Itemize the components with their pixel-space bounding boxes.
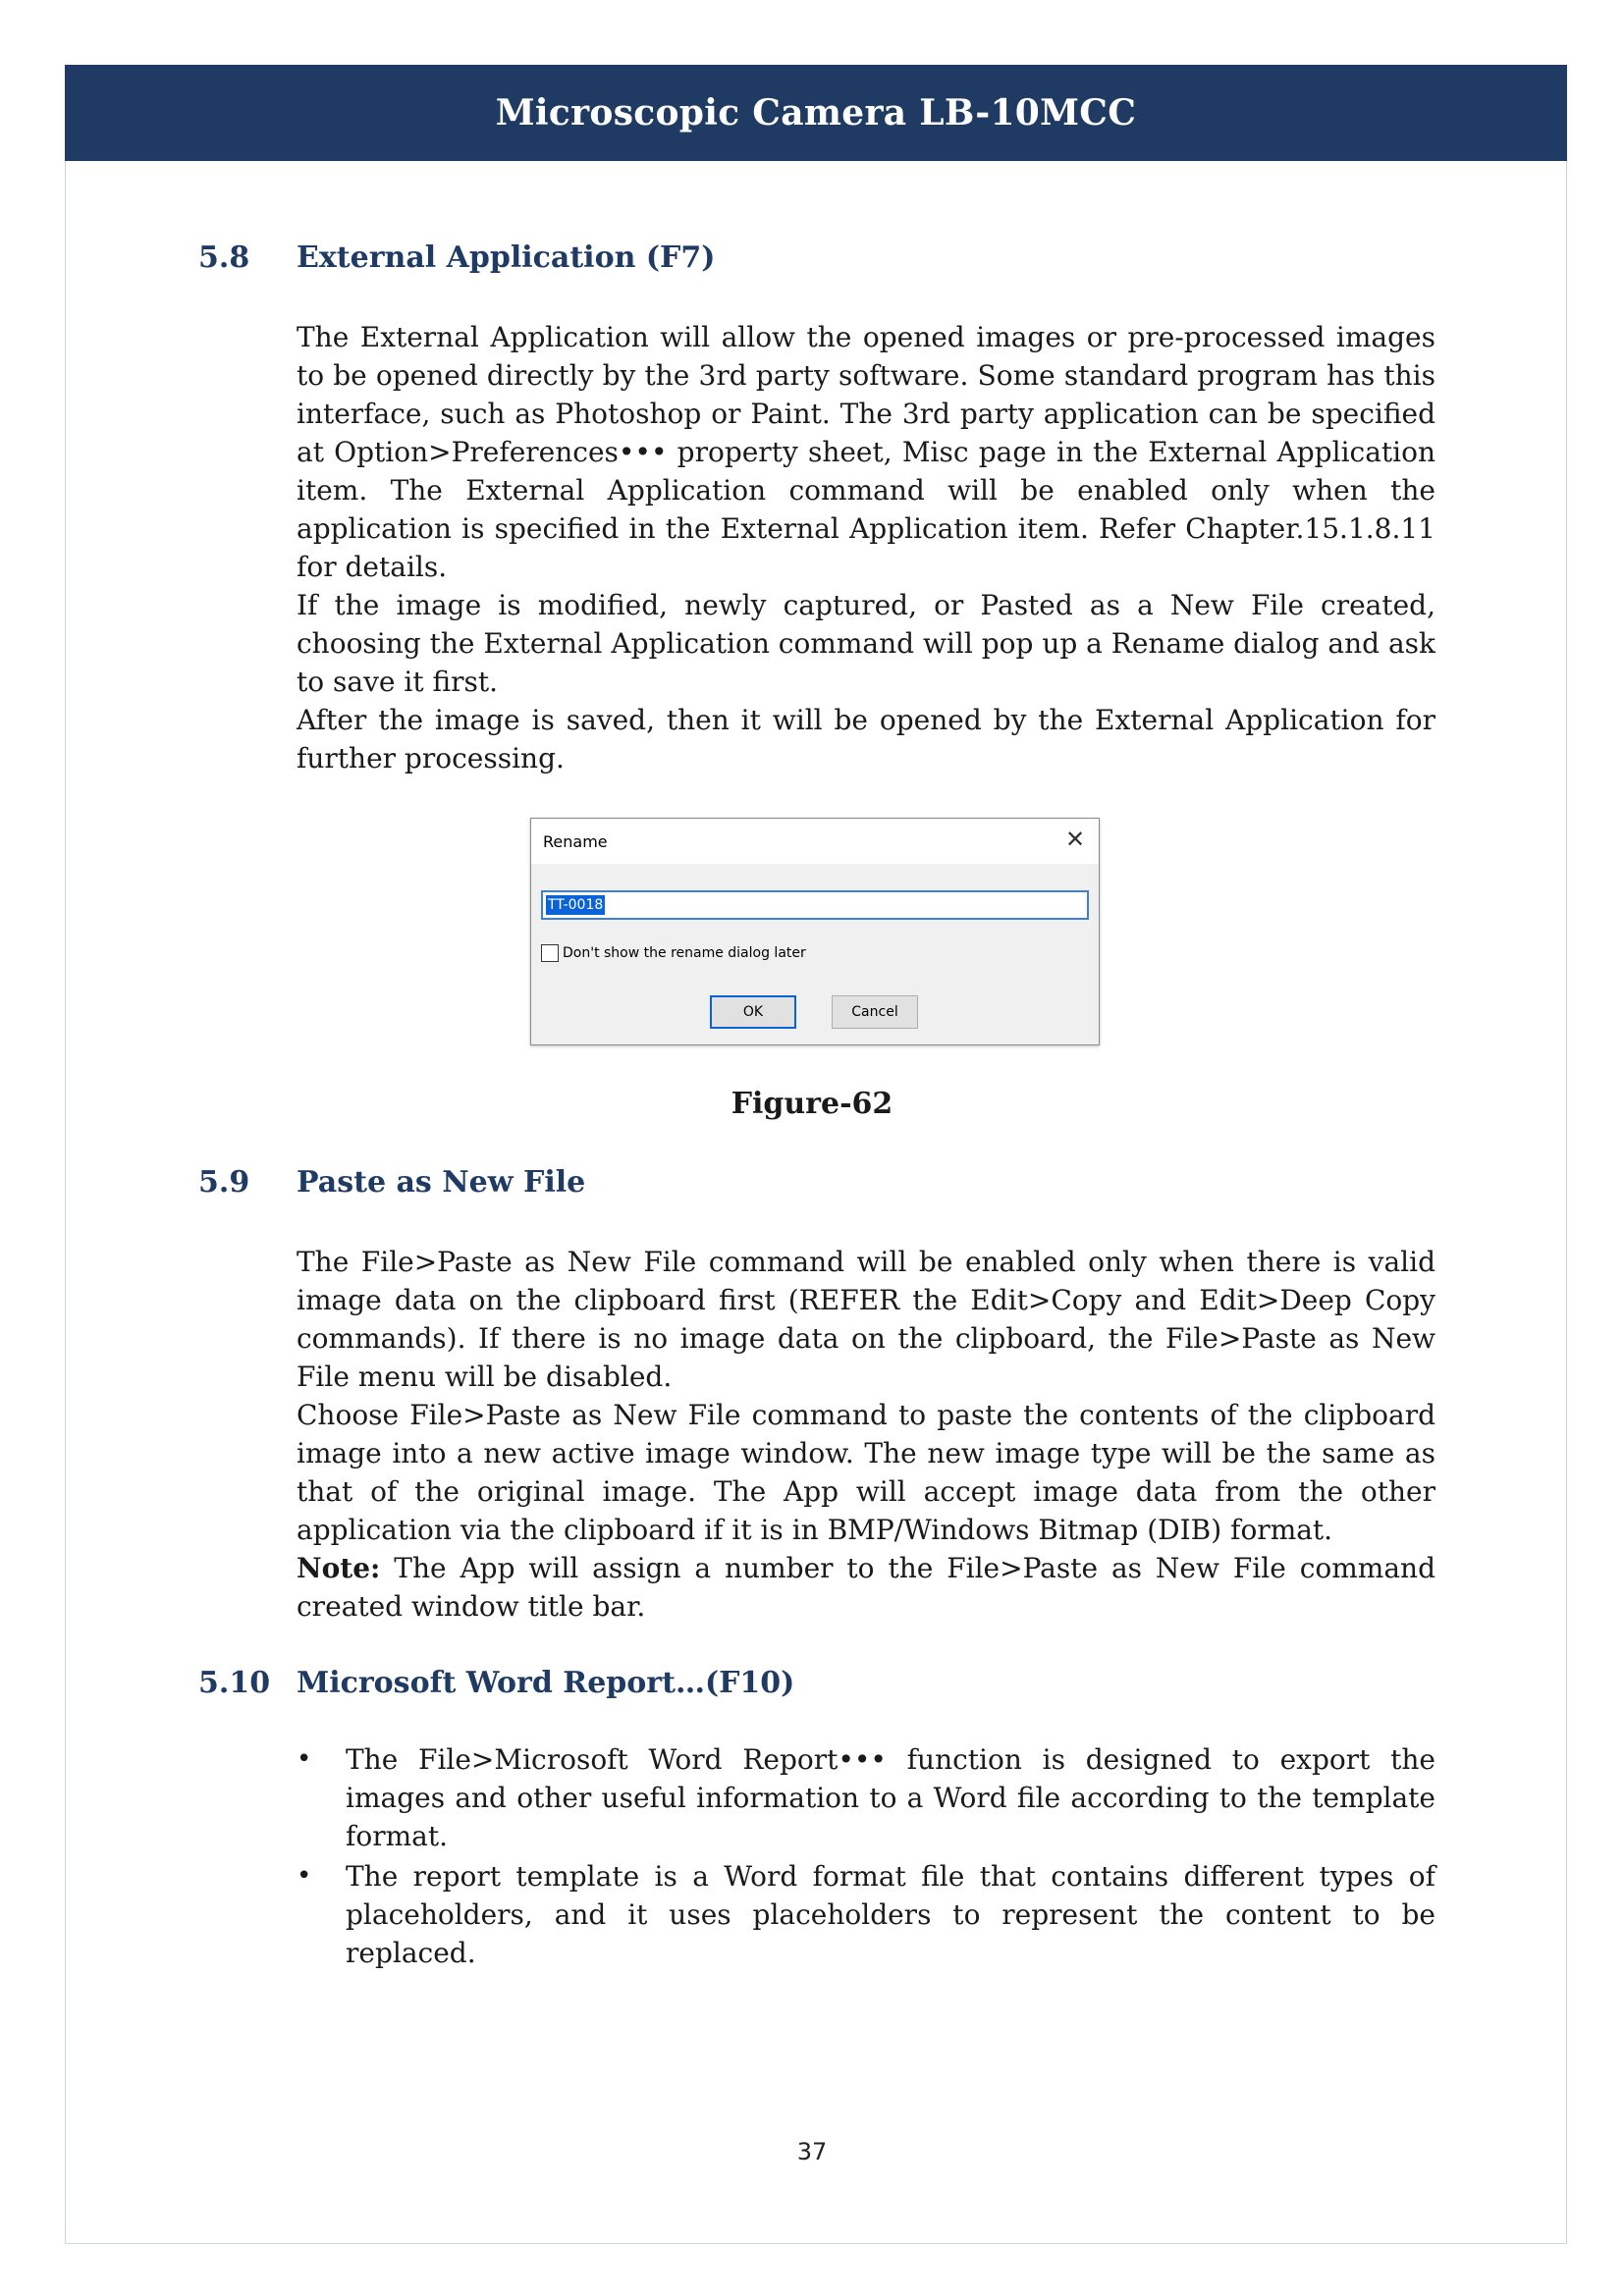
section-number: 5.10	[198, 1666, 271, 1700]
figure-caption: Figure-62	[731, 1087, 893, 1121]
note-text: The App will assign a number to the File>Paste as New File command created window title bar.	[297, 1552, 1435, 1623]
ok-button[interactable]: OK	[710, 995, 796, 1029]
page-number: 37	[796, 2138, 828, 2165]
section-heading-5-8	[198, 240, 715, 275]
close-icon[interactable]: ✕	[1064, 826, 1086, 853]
list-item: • The File>Microsoft Word Report••• function is designed to export the images and other useful information to a Word file according to the template format.	[297, 1740, 1435, 1855]
list-item: • The report template is a Word format file that contains different types of placeholders, and it uses placeholders to represent the content to be replaced.	[297, 1857, 1435, 1972]
dialog-titlebar	[531, 819, 1099, 864]
header-title: Microscopic Camera LB-10MCC	[495, 92, 1137, 133]
cancel-button[interactable]: Cancel	[832, 995, 918, 1029]
word-report-bullets	[297, 1740, 1435, 1974]
paragraph-external-app-intro: The External Application will allow the opened images or pre-processed images to be opened directly by the 3rd party software. Some standard program has this interface, such as Photoshop or Paint. The 3rd party application can be specified at Option>Preferences••• property sheet, Misc page in the External Application item. The External Application command will be enabled only when the application is specified in the External Application item. Refer Chapter.15.1.8.11 for details.	[297, 321, 1435, 583]
paragraph-paste-choose: Choose File>Paste as New File command to paste the contents of the clipboard image into a new active image window. The new image type will be the same as that of the original image. The App will accept image data from the other application via the clipboard if it is in BMP/Windows Bitmap (DIB) format.	[297, 1399, 1435, 1546]
paragraph-paste-enabled: The File>Paste as New File command will be enabled only when there is valid image data on the clipboard first (REFER the Edit>Copy and Edit>Deep Copy commands). If there is no image data on the clipboard, the File>Paste as New File menu will be disabled.	[297, 1246, 1435, 1393]
note-label: Note:	[297, 1552, 381, 1584]
section-heading-5-10	[198, 1666, 794, 1700]
page-header	[65, 65, 1567, 161]
dialog-title: Rename	[543, 832, 608, 851]
dont-show-checkbox[interactable]	[541, 944, 559, 962]
section-title: Paste as New File	[297, 1165, 586, 1200]
paragraph-external-app-rename: If the image is modified, newly captured, or Pasted as a New File created, choosing the External Application command will pop up a Rename dialog and ask to save it first.	[297, 589, 1435, 698]
dont-show-checkbox-label: Don't show the rename dialog later	[563, 945, 806, 961]
rename-input[interactable]	[541, 890, 1089, 920]
section-number: 5.9	[198, 1165, 250, 1200]
paragraph-paste-note	[297, 1549, 1435, 1626]
section-title: External Application (F7)	[297, 240, 716, 275]
section-number: 5.8	[198, 240, 250, 275]
section-title: Microsoft Word Report…(F10)	[297, 1666, 795, 1700]
section-heading-5-9	[198, 1165, 585, 1200]
rename-dialog	[530, 818, 1100, 1045]
rename-input-value: TT-0018	[548, 897, 604, 913]
paragraph-external-app-after-save: After the image is saved, then it will be opened by the External Application for further processing.	[297, 704, 1435, 774]
